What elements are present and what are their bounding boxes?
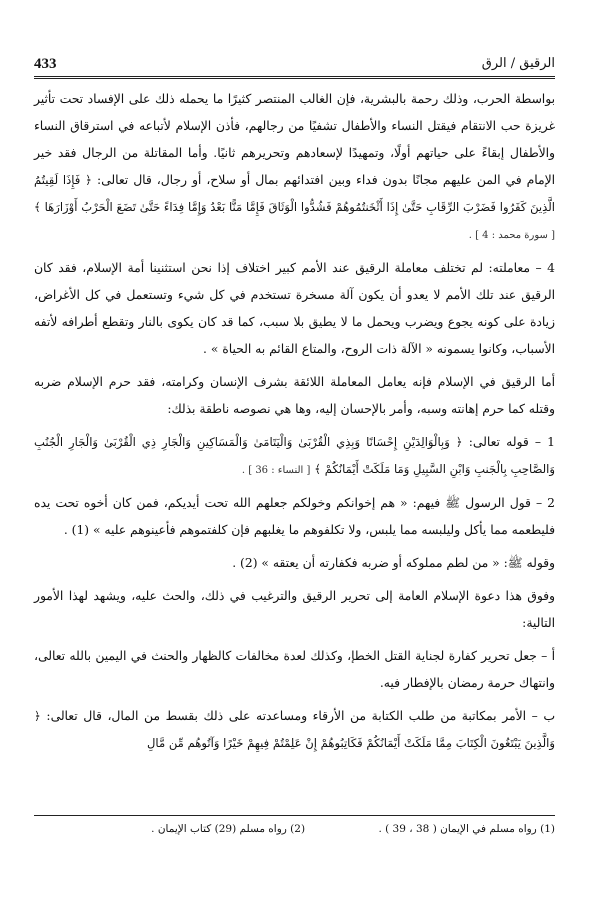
paragraph-text: ب – الأمر بمكاتبة من طلب الكتابة من الأرقاء ومساعدته على ذلك بقسط من المال، قال تعالى: (46, 709, 555, 723)
page-number: 433 (34, 56, 57, 72)
verse-reference: [ سورة محمد : 4 ] . (468, 230, 555, 241)
paragraph-text: 2 – قول الرسول ﷺ فيهم: « هم إخوانكم وخولكم جعلهم الله تحت أيديكم، فمن كان أخوه تحت يده فليطعمه مما يأكل وليلبسه مما يلبس، ولا تكلفوهم ما يغلبهم فإن كلفتموهم فأعينوهم عليه » (1) . (34, 496, 555, 537)
paragraph-text: 4 – معاملته: لم تختلف معاملة الرقيق عند الأمم كبير اختلاف إذا نحن استثنينا أمة الإسلام، فقد كان الرقيق عند تلك الأمم لا يعدو أن يكون آلة مسخرة تستخدم في كل شيء وتستعمل في كل الأغراض، زيادة على كونه يجوع ويضرب ويحمل ما لا يطيق بلا سبب، كما قد كان يكوى بالنار وتقطع أطرافه لأتفه الأسباب، وكانوا يسمونه « الآلة ذات الروح، والمتاع القائم به الحياة » . (34, 261, 555, 356)
quran-verse: ﴿ فَإِذَا لَقِيتُمُ الَّذِينَ كَفَرُوا فَضَرْبَ الرِّقَابِ حَتَّىٰ إِذَا أَثْخَنتُمُوهُمْ فَشُدُّوا الْوَثَاقَ فَإِمَّا مَنًّا بَعْدُ وَإِمَّا فِدَاءً حَتَّىٰ تَضَعَ الْحَرْبُ أَوْزَارَهَا ﴾ (34, 173, 555, 214)
paragraph (34, 583, 555, 637)
quran-verse: ﴿ وَالَّذِينَ يَبْتَغُونَ الْكِتَابَ مِمَّا مَلَكَتْ أَيْمَانُكُمْ فَكَاتِبُوهُمْ إِنْ عَلِمْتُمْ فِيهِمْ خَيْرًا وَآتُوهُم مِّن مَّالِ (34, 709, 555, 750)
running-head: الرقيق / الرق (481, 56, 555, 71)
footnote-divider (34, 815, 555, 816)
paragraph (34, 703, 555, 757)
quran-verse: ﴿ وَبِالْوَالِدَيْنِ إِحْسَانًا وَبِذِي الْقُرْبَىٰ وَالْيَتَامَىٰ وَالْمَسَاكِينِ وَالْجَارِ ذِي الْقُرْبَىٰ وَالْجَارِ الْجُنُبِ وَالصَّاحِبِ بِالْجَنبِ وَابْنِ السَّبِيلِ وَمَا مَلَكَتْ أَيْمَانُكُمْ ﴾ (34, 435, 555, 476)
main-text (34, 86, 555, 757)
footnote-2: (2) رواه مسلم (29) كتاب الإيمان . (151, 823, 306, 835)
paragraph-text: 1 – قوله تعالى: (468, 435, 555, 449)
paragraph-text: بواسطة الحرب، وذلك رحمة بالبشرية، فإن الغالب المنتصر كثيرًا ما يحمله ذلك على الإفساد تحت تأثير غريزة حب الانتقام فيقتل النساء والأطفال تشفيًا من رجالهم، فأذن الإسلام لأتباعه في استرقاق النساء والأطفال إبقاءً على حياتهم أولًا، وتمهيدًا لإسعادهم وتحريرهم ثانيًا. وأما المقاتلة من الرجال فقد خير الإمام في المن عليهم مجانًا بدون فداء وبين افتدائهم بمال أو سلاح، أو رجال، قال تعالى: (34, 92, 555, 187)
paragraph (34, 490, 555, 544)
paragraph-text: أما الرقيق في الإسلام فإنه يعامل المعاملة اللائقة بشرف الإنسان وكرامته، فقد حرم الإسلام ضربه وقتله كما حرم إهانته وسبه، وأمر بالإحسان إليه، وها هي نصوصه ناطقة بذلك: (34, 375, 555, 416)
verse-reference: [ النساء : 36 ] . (241, 465, 311, 476)
page-header (34, 56, 555, 79)
paragraph (34, 86, 555, 249)
paragraph-text: أ – جعل تحرير كفارة لجناية القتل الخطإ، وكذلك لعدة مخالفات كالظهار والحنث في اليمين بالله تعالى، وانتهاك حرمة رمضان بالإفطار فيه. (34, 649, 555, 690)
footnotes (34, 820, 555, 838)
paragraph (34, 643, 555, 697)
paragraph (34, 550, 555, 577)
paragraph-text: وقوله ﷺ: « من لطم مملوكه أو ضربه فكفارته أن يعتقه » (2) . (232, 556, 555, 570)
paragraph (34, 255, 555, 363)
paragraph (34, 369, 555, 423)
paragraph (34, 429, 555, 484)
paragraph-text: وفوق هذا دعوة الإسلام العامة إلى تحرير الرقيق والترغيب في ذلك، والحث عليه، ويشهد لهذا الأمور التالية: (34, 589, 555, 630)
footnote-1: (1) رواه مسلم في الإيمان ( 38 ، 39 ) . (378, 823, 555, 835)
